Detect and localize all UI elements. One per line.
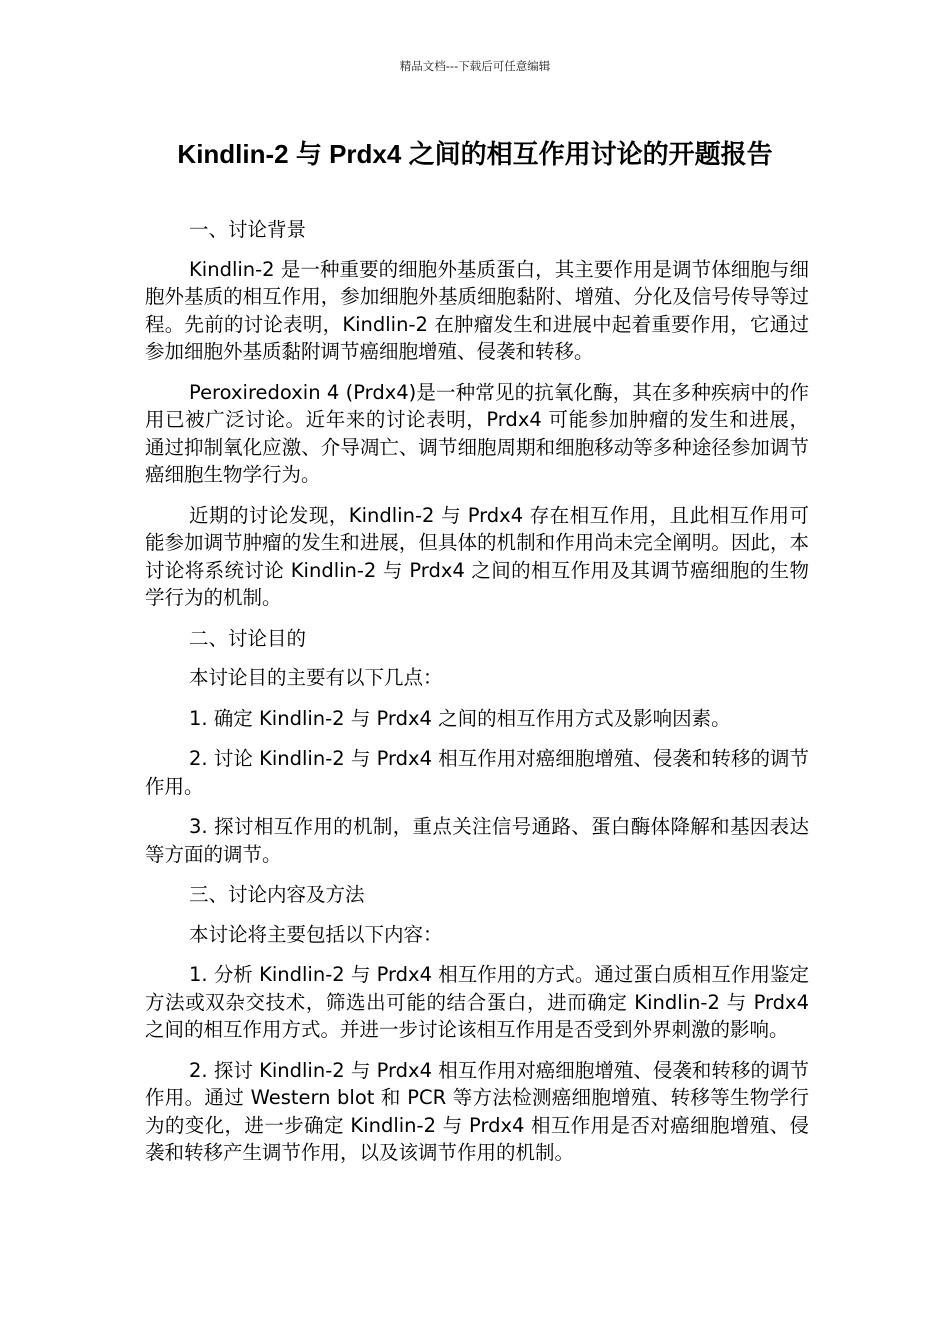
method-1: 1. 分析 Kindlin-2 与 Prdx4 相互作用的方式。通过蛋白质相互作用鉴定方法或双杂交技术，筛选出可能的结合蛋白，进而确定 Kindlin-2 与 Prdx4 之间的相互作用方式。并进一步讨论该相互作用是否受到外界刺激的影响。 xyxy=(145,963,809,1041)
background-paragraph-1: Kindlin-2 是一种重要的细胞外基质蛋白，其主要作用是调节体细胞与细胞外基质的相互作用，参加细胞外基质细胞黏附、增殖、分化及信号传导等过程。先前的讨论表明，Kindlin-2 在肿瘤发生和进展中起着重要作用，它通过参加细胞外基质黏附调节癌细胞增殖、侵袭和转移。 xyxy=(145,257,809,363)
background-paragraph-3: 近期的讨论发现，Kindlin-2 与 Prdx4 存在相互作用，且此相互作用可能参加调节肿瘤的发生和进展，但具体的机制和作用尚未完全阐明。因此，本讨论将系统讨论 Kindlin-2 与 Prdx4 之间的相互作用及其调节癌细胞的生物学行为的机制。 xyxy=(145,503,809,609)
method-2: 2. 探讨 Kindlin-2 与 Prdx4 相互作用对癌细胞增殖、侵袭和转移的调节作用。通过 Western blot 和 PCR 等方法检测癌细胞增殖、转移等生物学行为的变化，进一步确定 Kindlin-2 与 Prdx4 相互作用是否对癌细胞增殖、侵袭和转移产生调节作用，以及该调节作用的机制。 xyxy=(145,1058,809,1164)
objective-1: 1. 确定 Kindlin-2 与 Prdx4 之间的相互作用方式及影响因素。 xyxy=(189,706,731,730)
header-note: 精品文档---下载后可任意编辑 xyxy=(399,59,551,73)
background-paragraph-2: Peroxiredoxin 4 (Prdx4)是一种常见的抗氧化酶，其在多种疾病中的作用已被广泛讨论。近年来的讨论表明，Prdx4 可能参加肿瘤的发生和进展，通过抑制氧化应激、介导凋亡、调节细胞周期和细胞移动等多种途径参加调节癌细胞生物学行为。 xyxy=(145,380,809,486)
methods-intro: 本讨论将主要包括以下内容： xyxy=(189,922,443,946)
section-heading-objectives: 二、讨论目的 xyxy=(189,626,307,650)
objective-2: 2. 讨论 Kindlin-2 与 Prdx4 相互作用对癌细胞增殖、侵袭和转移的调节作用。 xyxy=(145,747,809,798)
document-body xyxy=(145,216,809,1180)
document-title: Kindlin-2 与 Prdx4 之间的相互作用讨论的开题报告 xyxy=(177,139,773,169)
section-heading-background: 一、讨论背景 xyxy=(189,218,307,241)
objectives-intro: 本讨论目的主要有以下几点： xyxy=(189,666,443,689)
section-heading-methods: 三、讨论内容及方法 xyxy=(189,883,365,906)
objective-3: 3. 探讨相互作用的机制，重点关注信号通路、蛋白酶体降解和基因表达等方面的调节。 xyxy=(145,815,809,866)
